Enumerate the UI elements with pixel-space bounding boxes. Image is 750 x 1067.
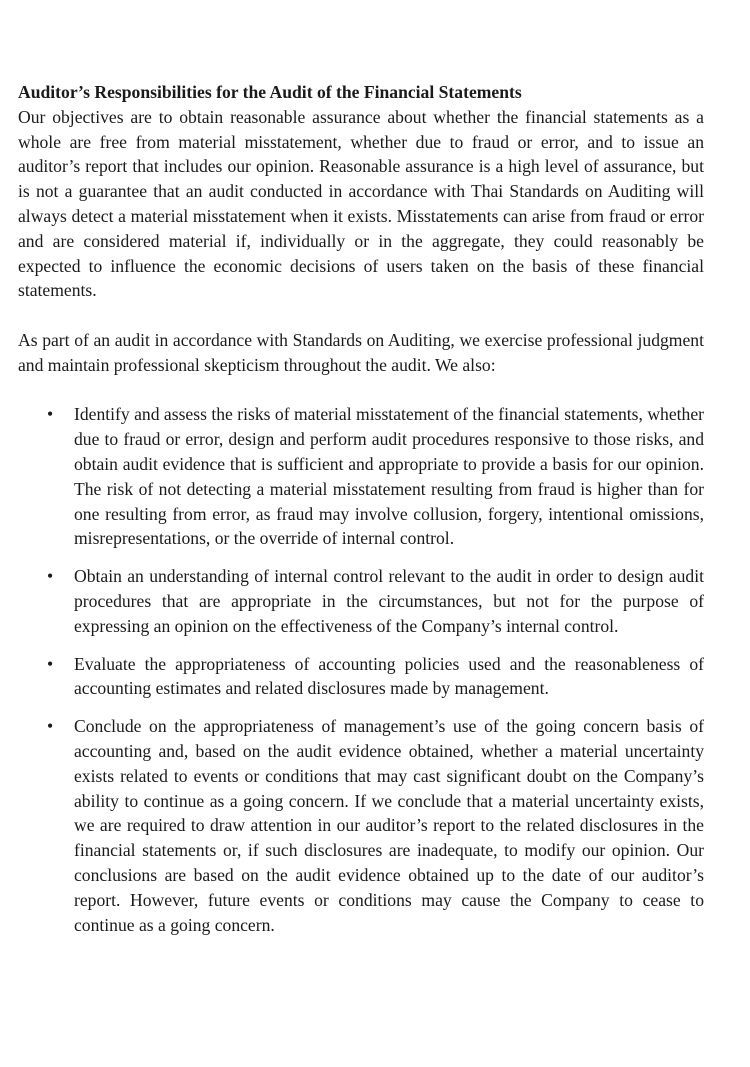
list-item-text: Identify and assess the risks of material misstatement of the financial statements, whether due to fraud or error, design and perform audit procedures responsive to those risks, and obtain audit evidence that is sufficient and appropriate to provide a basis for our opinion. The risk of not detecting a material misstatement resulting from fraud is higher than for one resulting from error, as fraud may involve collusion, forgery, intentional omissions, misrepresentations, or the override of internal control. [74,404,704,549]
list-item [18,652,704,702]
list-item-text: Evaluate the appropriateness of accounting policies used and the reasonableness of accounting estimates and related disclosures made by management. [74,653,704,699]
bullet-icon: • [47,404,54,425]
list-item-text: Conclude on the appropriateness of management’s use of the going concern basis of accounting and, based on the audit evidence obtained, whether a material uncertainty exists related to events or conditions that may cast significant doubt on the Company’s ability to continue as a going concern. If we conclude that a material uncertainty exists, we are required to draw attention in our auditor’s report to the related disclosures in the financial statements or, if such disclosures are inadequate, to modify our opinion. Our conclusions are based on the audit evidence obtained up to the date of our auditor’s report. However, future events or conditions may cause the Company to cease to continue as a going concern. [74,716,704,935]
section-heading: Auditor’s Responsibilities for the Audit of the Financial Statements [18,82,522,102]
responsibilities-list [18,402,704,937]
audit-approach-paragraph: As part of an audit in accordance with Standards on Auditing, we exercise professional judgment and maintain professional skepticism throughout the audit. We also: [18,329,704,375]
list-item [18,714,704,937]
bullet-icon: • [47,716,54,737]
list-item [18,564,704,638]
bullet-icon: • [47,653,54,674]
document-page [18,80,704,950]
bullet-icon: • [47,566,54,587]
list-item [18,402,704,551]
list-item-text: Obtain an understanding of internal control relevant to the audit in order to design audit procedures that are appropriate in the circumstances, but not for the purpose of expressing an opinion on the effectiveness of the Company’s internal control. [74,566,704,636]
objectives-paragraph: Our objectives are to obtain reasonable assurance about whether the financial statements as a whole are free from material misstatement, whether due to fraud or error, and to issue an auditor’s report that includes our opinion. Reasonable assurance is a high level of assurance, but is not a guarantee that an audit conducted in accordance with Thai Standards on Auditing will always detect a material misstatement when it exists. Misstatements can arise from fraud or error and are considered material if, individually or in the aggregate, they could reasonably be expected to influence the economic decisions of users taken on the basis of these financial statements. [18,106,704,301]
